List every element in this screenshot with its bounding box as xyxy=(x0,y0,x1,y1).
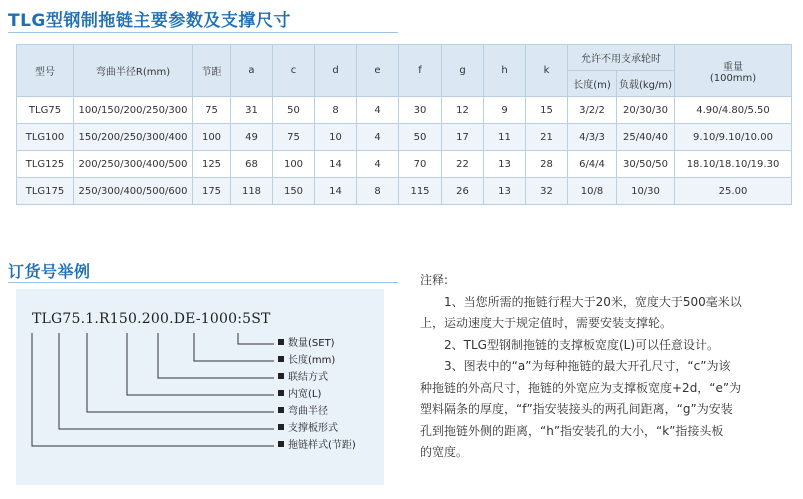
table-cell: 250/300/400/500/600 xyxy=(74,178,193,205)
header-radius: 弯曲半径R(mm) xyxy=(74,45,193,97)
legend-label: 拖链样式(节距) xyxy=(288,440,356,451)
header-unsupported: 允许不用支承轮时 xyxy=(568,45,675,71)
bullet-square-icon xyxy=(278,373,284,379)
notes-panel xyxy=(420,270,792,464)
order-code: TLG75.1.R150.200.DE-1000:5ST xyxy=(32,311,271,327)
callout-lines xyxy=(16,289,384,485)
header-a: a xyxy=(231,45,273,97)
header-length: 长度(m) xyxy=(568,71,617,97)
table-cell: 118 xyxy=(231,178,273,205)
note-line: 种拖链的外高尺寸，拖链的外宽应为支撑板宽度+2d，“e”为 xyxy=(420,380,742,395)
legend-label: 数量(SET) xyxy=(288,338,335,349)
table-cell: 150 xyxy=(273,178,315,205)
header-d: d xyxy=(315,45,357,97)
bullet-square-icon xyxy=(278,424,284,430)
bullet-square-icon xyxy=(278,339,284,345)
header-k: k xyxy=(526,45,568,97)
note-line: 的宽度。 xyxy=(420,445,469,459)
legend-label: 支撑板形式 xyxy=(288,423,338,434)
header-g: g xyxy=(442,45,484,97)
note-line: 1、当您所需的拖链行程大于20米，宽度大于500毫米以 xyxy=(444,294,742,309)
table-cell: 13 xyxy=(484,151,526,178)
note-line: 3、图表中的“a”为每种拖链的最大开孔尺寸，“c”为该 xyxy=(444,359,731,373)
bullet-square-icon xyxy=(278,407,284,413)
table-cell: 25.00 xyxy=(675,178,792,205)
legend-item xyxy=(278,338,335,350)
table-cell: 14 xyxy=(315,151,357,178)
title-divider xyxy=(8,32,398,33)
table-cell: 20/30/30 xyxy=(617,97,675,124)
table-cell: 100 xyxy=(273,151,315,178)
header-c: c xyxy=(273,45,315,97)
note-line: 上，运动速度大于规定值时，需要安装支撑轮。 xyxy=(420,316,673,330)
header-pitch: 节距 xyxy=(193,45,231,97)
table-cell: 4 xyxy=(357,124,399,151)
table-cell: 32 xyxy=(526,178,568,205)
header-weight-unit: (100mm) xyxy=(709,72,757,84)
table-cell: 10 xyxy=(315,124,357,151)
legend-item xyxy=(278,406,328,418)
legend-item xyxy=(278,440,356,452)
bullet-square-icon xyxy=(278,390,284,396)
table-cell: 13 xyxy=(484,178,526,205)
table-cell: 6/4/4 xyxy=(568,151,617,178)
table-cell: 25/40/40 xyxy=(617,124,675,151)
table-cell: TLG175 xyxy=(17,178,74,205)
legend-label: 弯曲半径 xyxy=(288,406,328,417)
table-cell: 100/150/200/250/300 xyxy=(74,97,193,124)
spec-title: TLG型钢制拖链主要参数及支撑尺寸 xyxy=(8,11,291,31)
table-cell: 10/30 xyxy=(617,178,675,205)
header-weight xyxy=(675,45,792,97)
table-cell: TLG75 xyxy=(17,97,74,124)
table-cell: 17 xyxy=(442,124,484,151)
table-row xyxy=(17,124,792,151)
table-cell: 18.10/18.10/19.30 xyxy=(675,151,792,178)
table-cell: 75 xyxy=(273,124,315,151)
table-cell: 49 xyxy=(231,124,273,151)
spec-table-body xyxy=(17,97,792,205)
table-cell: 9 xyxy=(484,97,526,124)
table-cell: 115 xyxy=(399,178,442,205)
table-cell: 22 xyxy=(442,151,484,178)
spec-table xyxy=(16,44,792,205)
table-cell: 50 xyxy=(273,97,315,124)
table-cell: 9.10/9.10/10.00 xyxy=(675,124,792,151)
table-cell: 8 xyxy=(315,97,357,124)
legend-item xyxy=(278,423,338,435)
header-f: f xyxy=(399,45,442,97)
table-cell: 50 xyxy=(399,124,442,151)
table-cell: 200/250/300/400/500 xyxy=(74,151,193,178)
bullet-square-icon xyxy=(278,441,284,447)
table-cell: 175 xyxy=(193,178,231,205)
table-row xyxy=(17,97,792,124)
legend-item xyxy=(278,389,321,401)
header-weight-label: 重量 xyxy=(723,61,743,73)
table-cell: 4/3/3 xyxy=(568,124,617,151)
table-cell: 4.90/4.80/5.50 xyxy=(675,97,792,124)
note-line: 孔到拖链外侧的距离，“h”指安装孔的大小，“k”指接头板 xyxy=(420,423,724,438)
table-cell: 3/2/2 xyxy=(568,97,617,124)
table-cell: 11 xyxy=(484,124,526,151)
note-line: 塑料隔条的厚度，“f”指安装接头的两孔间距离，“g”为安装 xyxy=(420,402,733,416)
table-cell: 12 xyxy=(442,97,484,124)
table-cell: 68 xyxy=(231,151,273,178)
bullet-square-icon xyxy=(278,356,284,362)
table-row xyxy=(17,151,792,178)
legend-label: 联结方式 xyxy=(288,372,328,383)
legend-label: 长度(mm) xyxy=(288,355,336,366)
table-cell: 4 xyxy=(357,151,399,178)
table-cell: 28 xyxy=(526,151,568,178)
legend-label: 内宽(L) xyxy=(288,389,322,400)
table-cell: 21 xyxy=(526,124,568,151)
header-load: 负载(kg/m) xyxy=(617,71,675,97)
table-cell: 31 xyxy=(231,97,273,124)
note-line: 2、TLG型钢制拖链的支撑板宽度(L)可以任意设计。 xyxy=(444,337,719,352)
table-cell: 125 xyxy=(193,151,231,178)
order-divider xyxy=(8,282,398,283)
legend-item xyxy=(278,355,335,367)
table-cell: 8 xyxy=(357,178,399,205)
table-cell: 15 xyxy=(526,97,568,124)
header-model: 型号 xyxy=(17,45,74,97)
table-cell: TLG100 xyxy=(17,124,74,151)
legend-item xyxy=(278,372,328,384)
table-cell: 10/8 xyxy=(568,178,617,205)
table-cell: 75 xyxy=(193,97,231,124)
table-cell: 70 xyxy=(399,151,442,178)
table-cell: 30/50/50 xyxy=(617,151,675,178)
table-cell: 14 xyxy=(315,178,357,205)
order-title: 订货号举例 xyxy=(8,262,91,281)
table-cell: 150/200/250/300/400 xyxy=(74,124,193,151)
table-cell: 4 xyxy=(357,97,399,124)
table-cell: 100 xyxy=(193,124,231,151)
header-h: h xyxy=(484,45,526,97)
table-row xyxy=(17,178,792,205)
notes-heading: 注释: xyxy=(420,273,449,287)
header-e: e xyxy=(357,45,399,97)
table-cell: TLG125 xyxy=(17,151,74,178)
table-cell: 26 xyxy=(442,178,484,205)
table-cell: 30 xyxy=(399,97,442,124)
order-example-box xyxy=(16,289,384,485)
